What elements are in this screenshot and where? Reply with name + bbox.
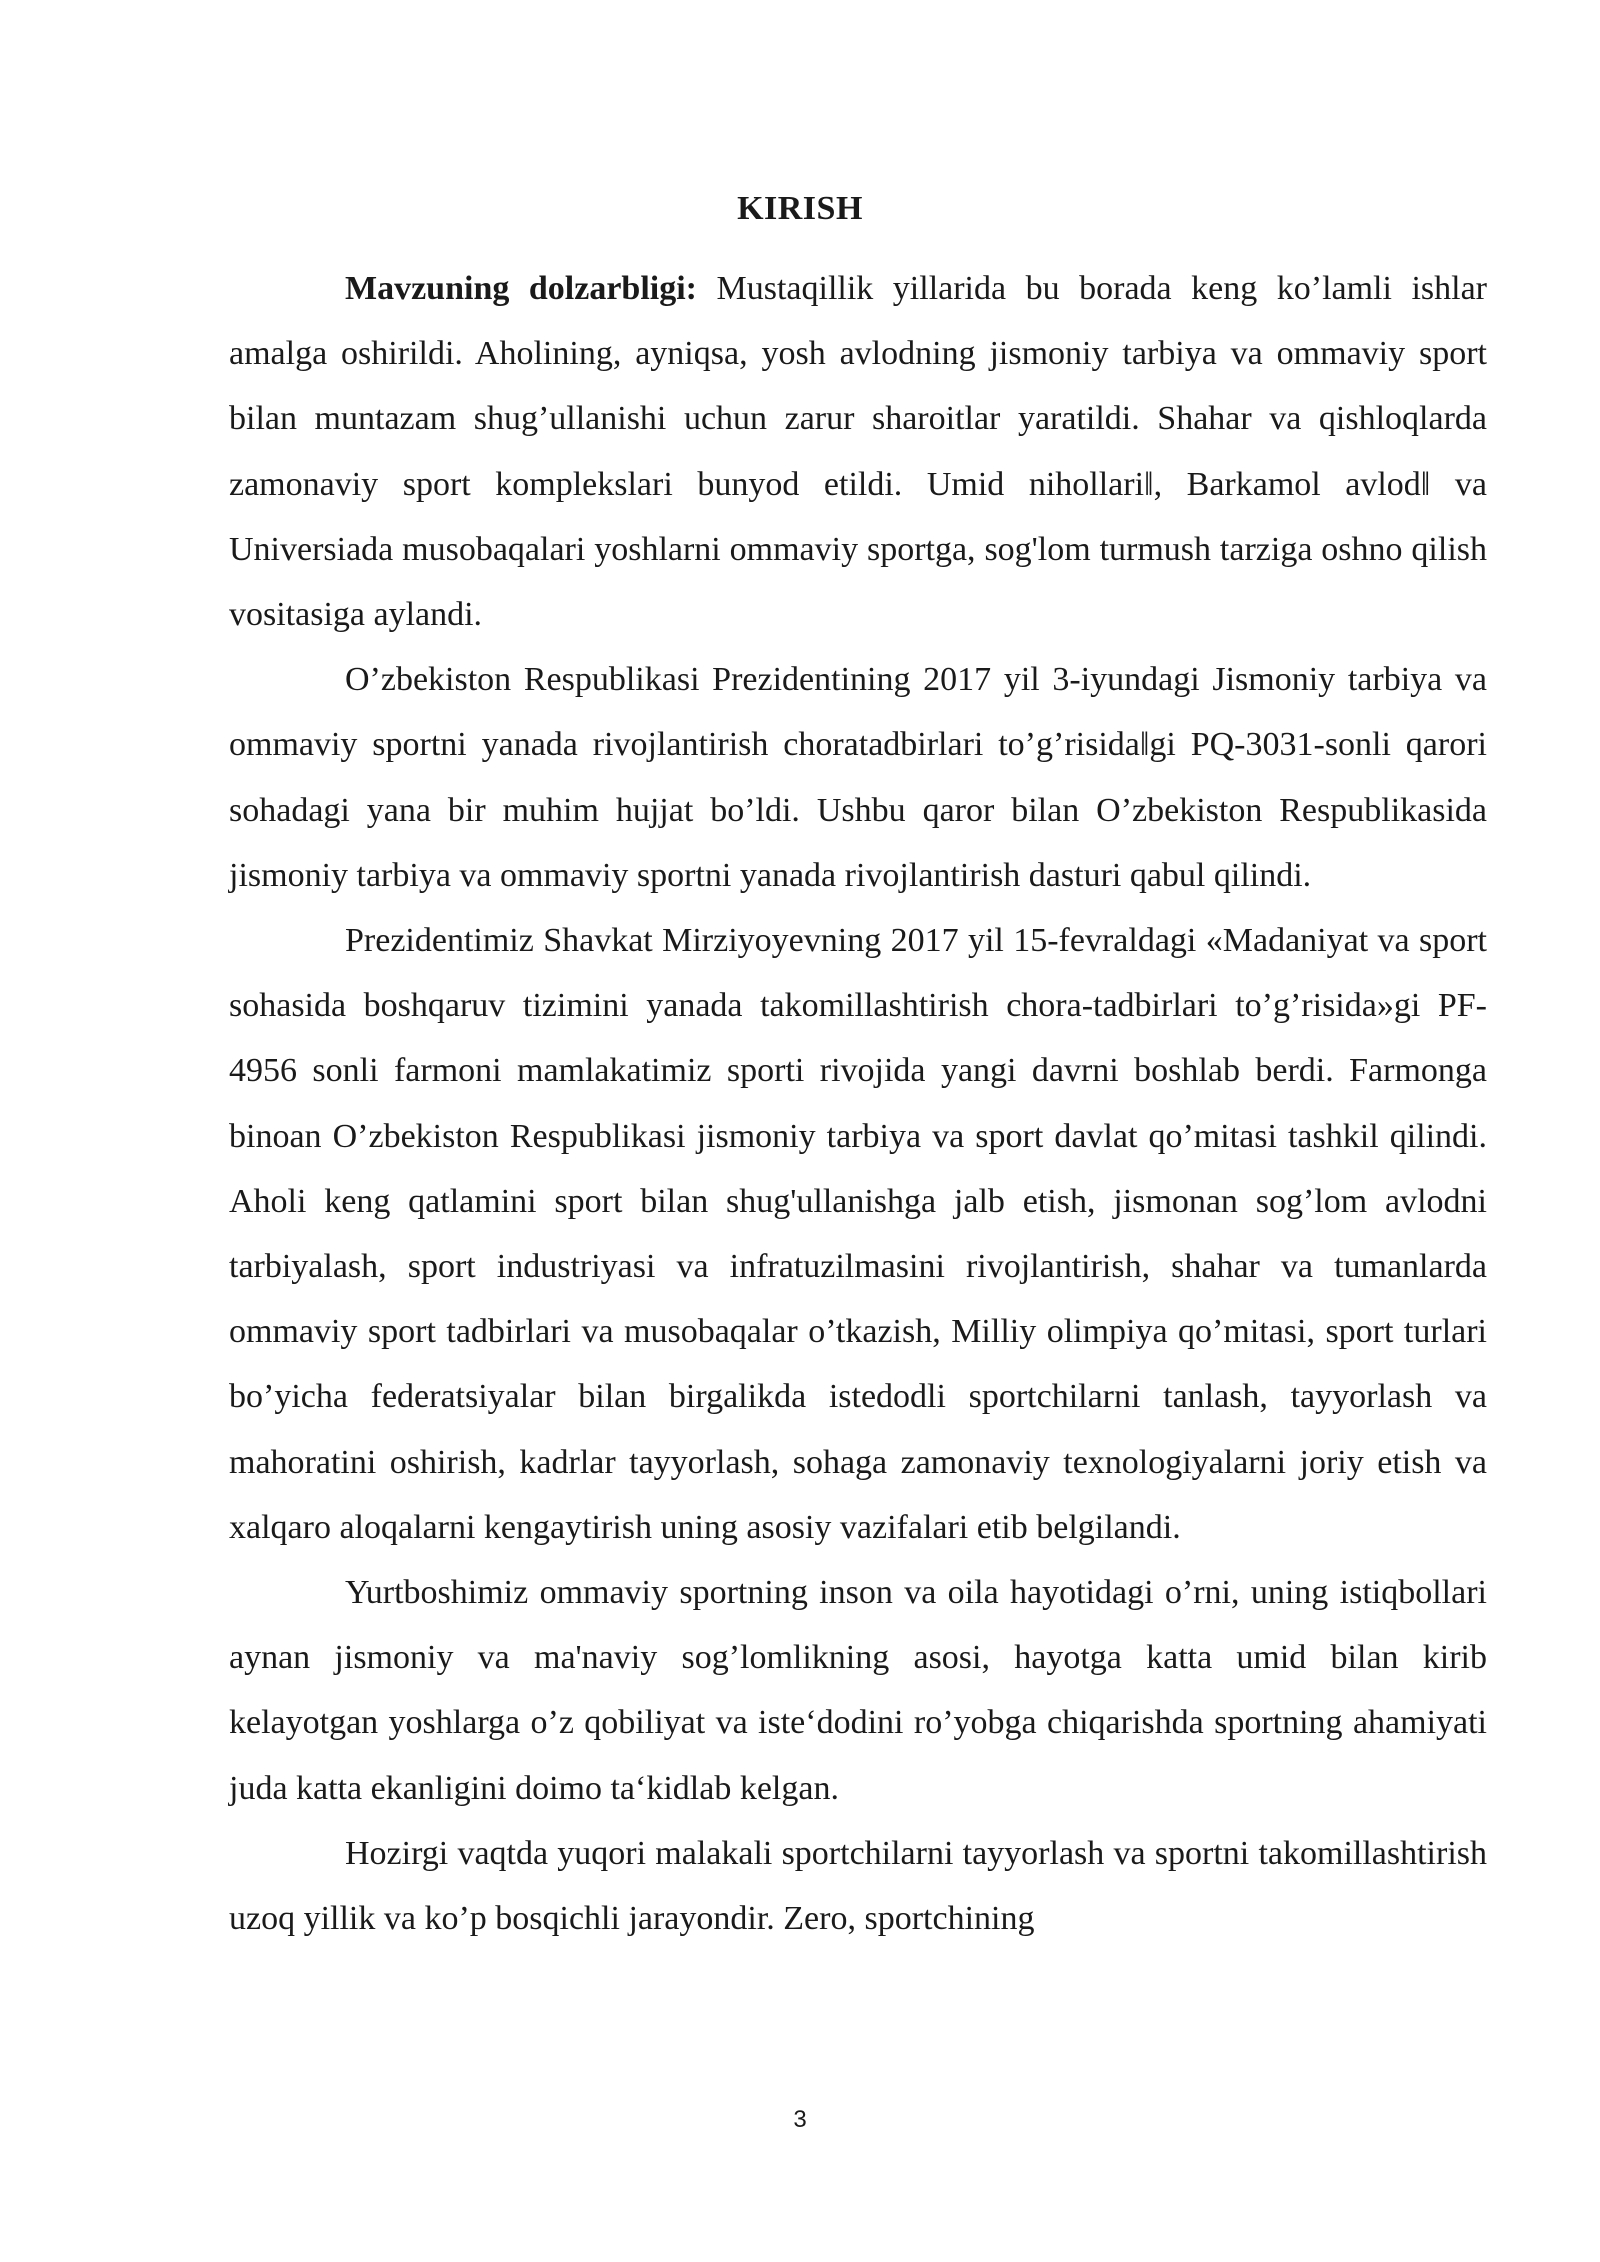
paragraph-2: O’zbekiston Respublikasi Prezidentining 2017 yil 3-iyundagi Jismoniy tarbiya va ommaviy sportni yanada rivojlantirish choratadbirlari to’g’risida‖gi PQ-3031-sonli qarori sohadagi yana bir muhim hujjat bo’ldi. Ushbu qaror bilan O’zbekiston Respublikasida jismoniy tarbiya va ommaviy sportni yanada rivojlantirish dasturi qabul qilindi. (229, 661, 1487, 894)
paragraph-lead: Mavzuning dolzarbligi: (345, 270, 697, 307)
paragraph-5: Hozirgi vaqtda yuqori malakali sportchilarni tayyorlash va sportni takomillashtirish uzoq yillik va ko’p bosqichli jarayondir. Zero, sportchining (229, 1834, 1487, 1938)
paragraph-4: Yurtboshimiz ommaviy sportning inson va oila hayotidagi o’rni, uning istiqbollari aynan jismoniy va ma'naviy sog’lomlikning asosi, hayotga katta umid bilan kirib kelayotgan yoshlarga o’z qobiliyat va iste‘dodini ro’yobga chiqarishda sportning ahamiyati juda katta ekanligini doimo ta‘kidlab kelgan. (229, 1574, 1487, 1807)
paragraph-3: Prezidentimiz Shavkat Mirziyoyevning 2017 yil 15-fevraldagi «Madaniyat va sport sohasida boshqaruv tizimini yanada takomillashtirish chora-tadbirlari to’g’risida»gi PF-4956 sonli farmoni mamlakatimiz sporti rivojida yangi davrni boshlab berdi. Farmonga binoan O’zbekiston Respublikasi jismoniy tarbiya va sport davlat qo’mitasi tashkil qilindi. Aholi keng qatlamini sport bilan shug'ullanishga jalb etish, jismonan sog’lom avlodni tarbiyalash, sport industriyasi va infratuzilmasini rivojlantirish, shahar va tumanlarda ommaviy sport tadbirlari va musobaqalar o’tkazish, Milliy olimpiya qo’mitasi, sport turlari bo’yicha federatsiyalar bilan birgalikda istedodli sportchilarni tanlash, tayyorlash va mahoratini oshirish, kadrlar tayyorlash, sohaga zamonaviy texnologiyalarni joriy etish va xalqaro aloqalarni kengaytirish uning asosiy vazifalari etib belgilandi. (229, 922, 1487, 1546)
paragraph-1 (229, 256, 1487, 647)
body-text (229, 256, 1487, 1951)
paragraph-text: Mustaqillik yillarida bu borada keng ko’lamli ishlar amalga oshirildi. Aholining, ayniqsa, yosh avlodning jismoniy tarbiya va ommaviy sport bilan muntazam shug’ullanishi uchun zarur sharoitlar yaratildi. Shahar va qishloqlarda zamonaviy sport komplekslari bunyod etildi. Umid nihollari‖, Barkamol avlod‖ va Universiada musobaqalari yoshlarni ommaviy sportga, sog'lom turmush tarziga oshno qilish vositasiga aylandi. (229, 270, 1487, 634)
section-heading: KIRISH (737, 190, 863, 227)
page-number: 3 (793, 2106, 807, 2133)
